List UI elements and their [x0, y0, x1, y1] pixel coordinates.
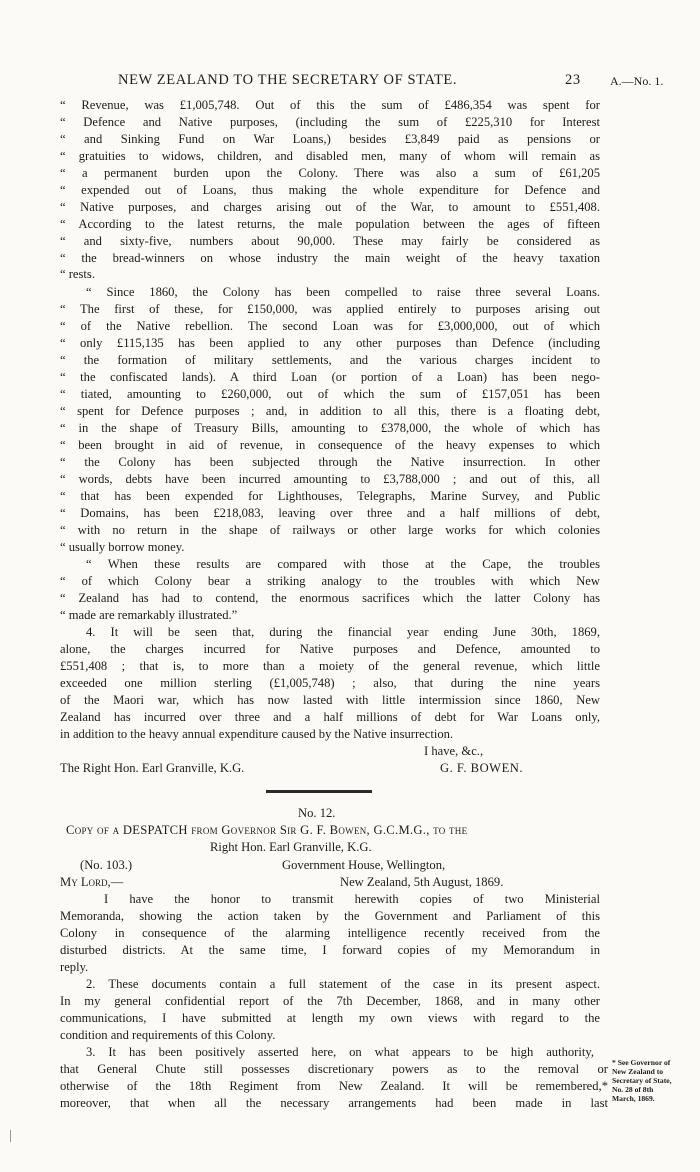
text-line: Colony in consequence of the alarming intelligence recently received from the	[60, 926, 600, 940]
addressee: The Right Hon. Earl Granville, K.G.	[60, 761, 245, 775]
text-line: “ Native purposes, and charges arising out of the War, to amount to £551,408.	[60, 200, 600, 214]
text-line: £551,408 ; that is, to more than a moiety of the general revenue, which little	[60, 659, 600, 673]
text-line: “ spent for Defence purposes ; and, in addition to all this, there is a floating debt,	[60, 404, 600, 418]
text-line: communications, I have submitted at length my own views with regard to the	[60, 1011, 600, 1025]
paragraph-start: “ When these results are compared with those at the Cape, the troubles	[86, 557, 600, 571]
despatch-address-2: New Zealand, 5th August, 1869.	[340, 875, 504, 889]
paragraph-start: “ Since 1860, the Colony has been compelled to raise three several Loans.	[86, 285, 600, 299]
page-number: 23	[565, 72, 581, 88]
text-line: that General Chute still possesses discretionary powers as to the removal or	[60, 1062, 608, 1076]
text-line: otherwise of the 18th Regiment from New Zealand. It will be remembered,*	[60, 1079, 608, 1093]
paper-reference: A.—No. 1.	[610, 74, 664, 88]
running-header-title: NEW ZEALAND TO THE SECRETARY OF STATE.	[118, 72, 458, 88]
text-line: “ tiated, amounting to £260,000, out of which the sum of £157,051 has been	[60, 387, 600, 401]
paragraph-1-start: I have the honor to transmit herewith copies of two Ministerial	[104, 892, 600, 906]
text-line: “ of the Native rebellion. The second Loan was for £3,000,000, out of which	[60, 319, 600, 333]
text-line: “ gratuities to widows, children, and disabled men, many of whom will remain as	[60, 149, 600, 163]
despatch-heading: Copy of a DESPATCH from Governor Sir G. F. Bowen, G.C.M.G., to the	[66, 823, 468, 837]
text-line: “ expended out of Loans, thus making the whole expenditure for Defence and	[60, 183, 600, 197]
marginal-note-line: March, 1869.	[612, 1094, 655, 1103]
text-line: “ rests.	[60, 267, 95, 281]
text-line: “ made are remarkably illustrated.”	[60, 608, 238, 622]
text-line: “ Revenue, was £1,005,748. Out of this the sum of £486,354 was spent for	[60, 98, 600, 112]
text-line: “ words, debts have been incurred amounting to £3,788,000 ; and out of this, all	[60, 472, 600, 486]
text-line: Memoranda, showing the action taken by the Government and Parliament of this	[60, 909, 600, 923]
text-line: “ the confiscated lands). A third Loan (or portion of a Loan) has been nego-	[60, 370, 600, 384]
text-line: reply.	[60, 960, 89, 974]
text-line: “ of which Colony bear a striking analogy to the troubles with which New	[60, 574, 600, 588]
signature: G. F. BOWEN.	[440, 761, 524, 775]
marginal-note-line: Secretary of State,	[612, 1076, 672, 1085]
text-line: “ that has been expended for Lighthouses, Telegraphs, Marine Survey, and Public	[60, 489, 600, 503]
text-line: “ only £115,135 has been applied to any other purposes than Defence (including	[60, 336, 600, 350]
text-line: “ The first of these, for £150,000, was applied entirely to purposes arising out	[60, 302, 600, 316]
marginal-note-line: New Zealand to	[612, 1067, 664, 1076]
despatch-ref: (No. 103.)	[80, 858, 133, 872]
text-line: of the Maori war, which has now lasted with little intermission since 1860, New	[60, 693, 600, 707]
marginal-note-line: * See Governor of	[612, 1058, 671, 1067]
despatch-address-1: Government House, Wellington,	[282, 858, 446, 872]
text-line: “ Domains, has been £218,083, leaving over three and a half millions of debt,	[60, 506, 600, 520]
text-line: In my general confidential report of the 7th December, 1868, and in many other	[60, 994, 600, 1008]
text-line: exceeded one million sterling (£1,005,748) ; also, that during the nine years	[60, 676, 600, 690]
text-line: “ Defence and Native purposes, (including the sum of £225,310 for Interest	[60, 115, 600, 129]
valediction: I have, &c.,	[424, 744, 484, 758]
paragraph-3-start: 3. It has been positively asserted here, on what appears to be high authority,	[86, 1045, 594, 1059]
despatch-heading-recipient: Right Hon. Earl Granville, K.G.	[210, 840, 372, 854]
text-line: Zealand has incurred over three and a half millions of debt for War Loans only,	[60, 710, 600, 724]
text-line: “ in the shape of Treasury Bills, amounting to £378,000, the whole of which has	[60, 421, 600, 435]
text-line: “ with no return in the shape of railways or other large works for which colonies	[60, 523, 600, 537]
text-line: “ According to the latest returns, the male population between the ages of fifteen	[60, 217, 600, 231]
margin-mark	[10, 1130, 11, 1142]
salutation: My Lord,—	[60, 875, 124, 889]
text-line: “ the Colony has been subjected through the Native insurrection. In other	[60, 455, 600, 469]
marginal-note	[612, 1058, 700, 1103]
text-line: “ been brought in aid of revenue, in consequence of the heavy expenses to which	[60, 438, 600, 452]
text-line: condition and requirements of this Colony.	[60, 1028, 276, 1042]
paragraph-4-start: 4. It will be seen that, during the financial year ending June 30th, 1869,	[86, 625, 600, 639]
text-line: “ usually borrow money.	[60, 540, 185, 554]
text-line: disturbed districts. At the same time, I forward copies of my Memorandum in	[60, 943, 600, 957]
text-line: “ a permanent burden upon the Colony. There was also a sum of £61,205	[60, 166, 600, 180]
section-divider	[266, 790, 372, 793]
text-line: in addition to the heavy annual expenditure caused by the Native insurrection.	[60, 727, 454, 741]
text-line: “ the bread-winners on whose industry the main weight of the heavy taxation	[60, 251, 600, 265]
text-line: “ Zealand has had to contend, the enormous sacrifices which the latter Colony has	[60, 591, 600, 605]
text-line: “ the formation of military settlements, and the various charges incident to	[60, 353, 600, 367]
text-line: moreover, that when all the necessary arrangements had been made in last	[60, 1096, 608, 1110]
text-line: “ and sixty-five, numbers about 90,000. These may fairly be considered as	[60, 234, 600, 248]
text-line: “ and Sinking Fund on War Loans,) besides £3,849 paid as pensions or	[60, 132, 600, 146]
paragraph-2-start: 2. These documents contain a full statement of the case in its present aspect.	[86, 977, 600, 991]
text-line: alone, the charges incurred for Native purposes and Defence, amounted to	[60, 642, 600, 656]
marginal-note-line: No. 28 of 8th	[612, 1085, 654, 1094]
despatch-number: No. 12.	[298, 806, 336, 820]
